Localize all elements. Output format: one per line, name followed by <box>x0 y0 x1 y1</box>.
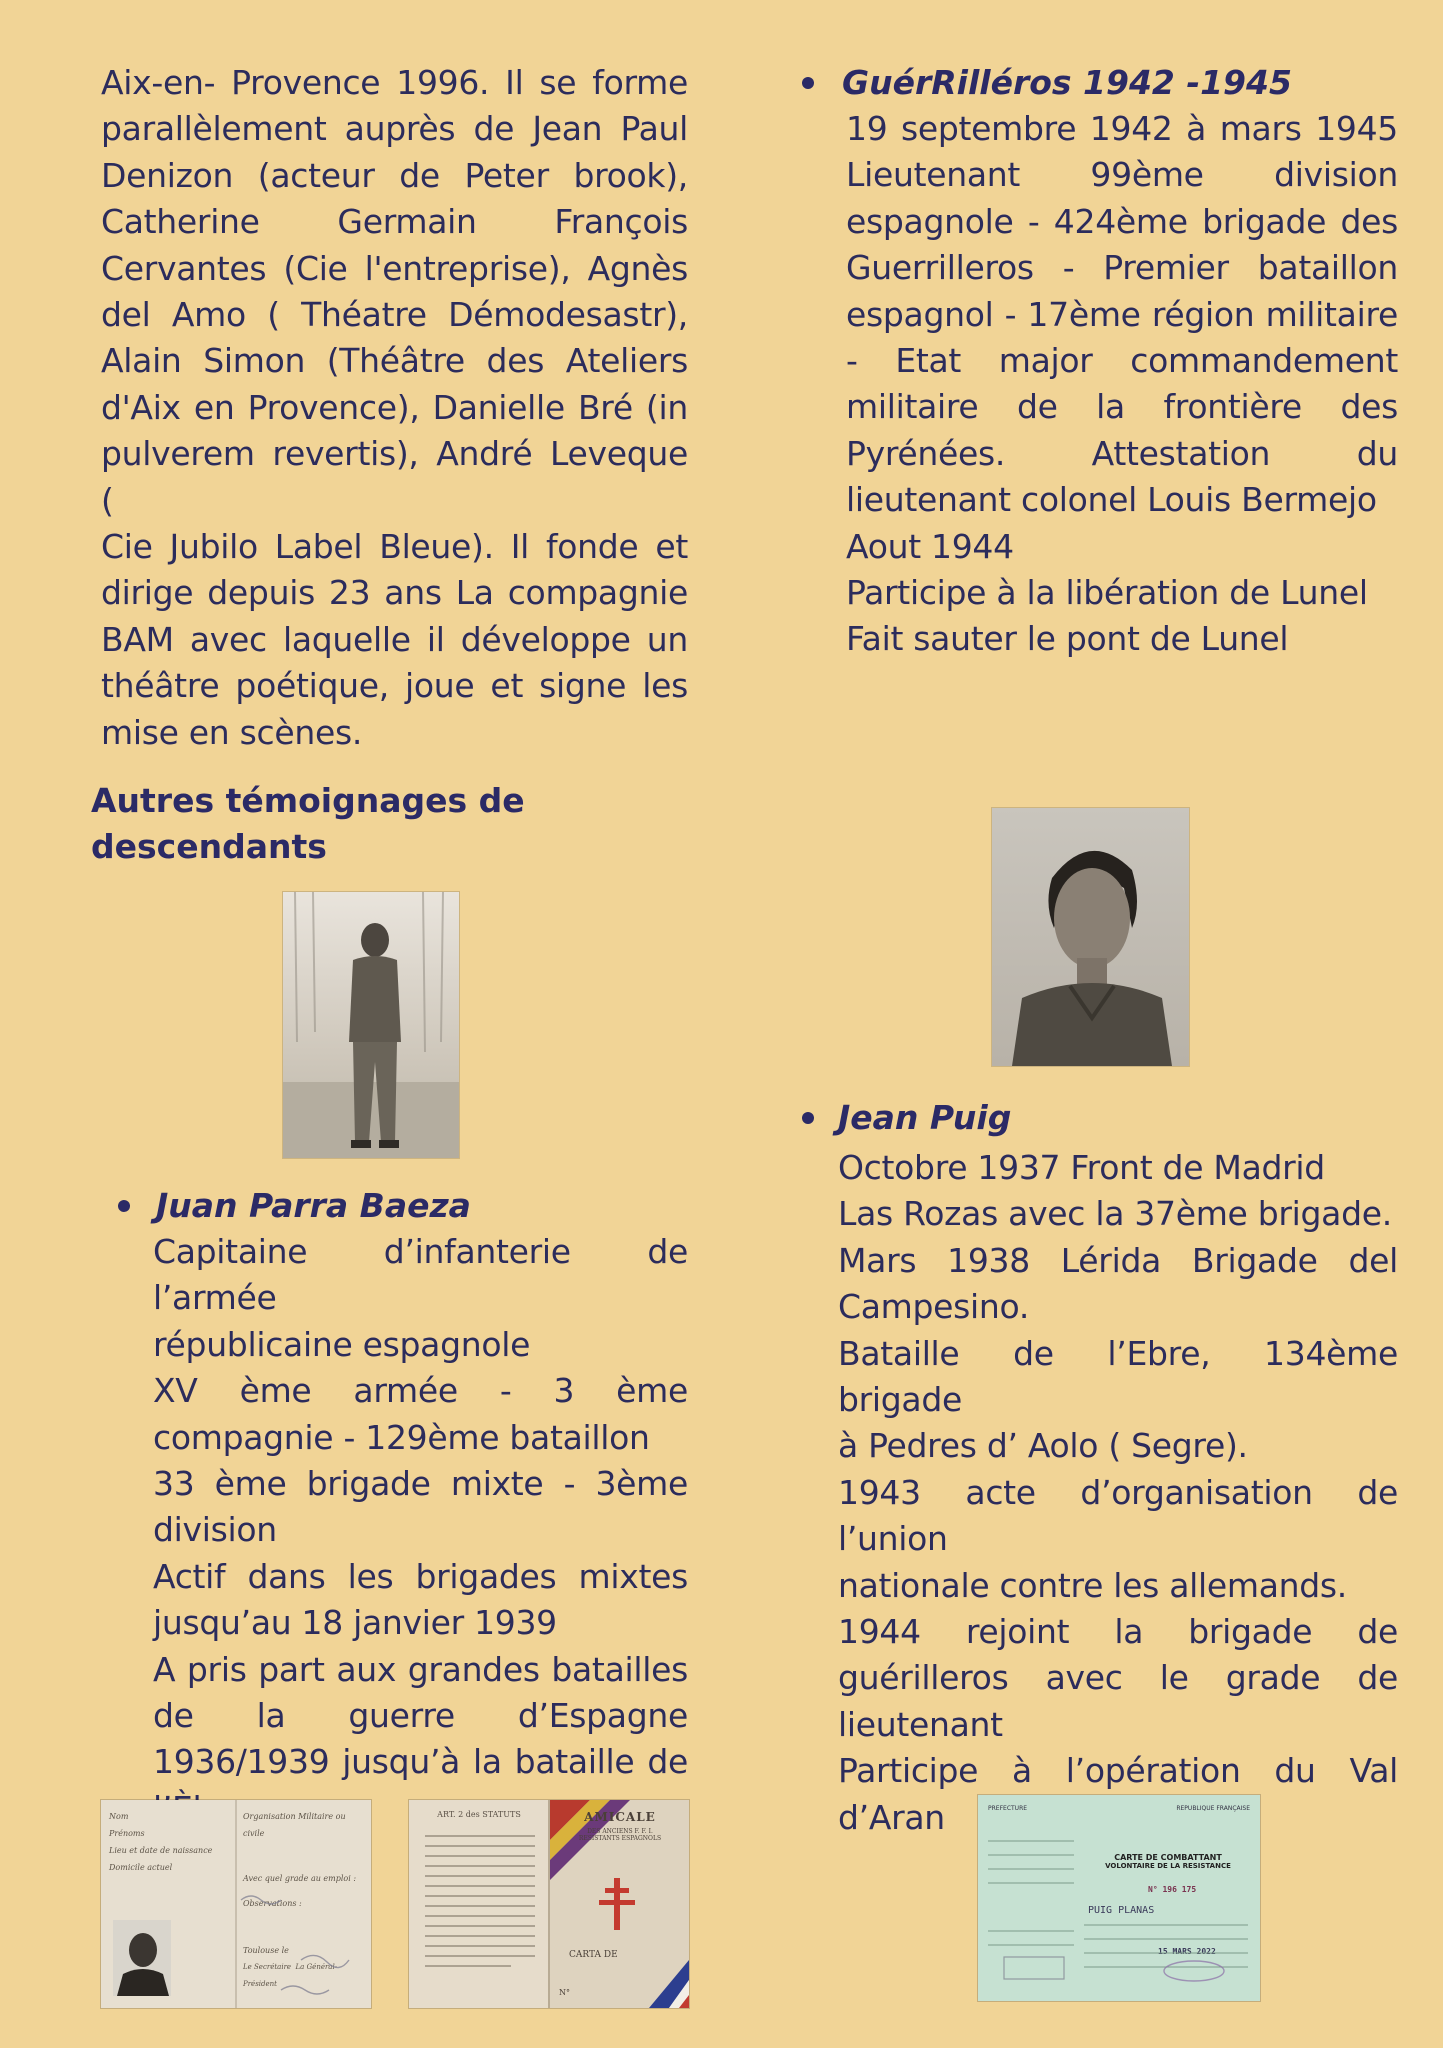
text-line: Denizon (acteur de Peter brook), <box>101 155 688 195</box>
card-number: N° 196 175 <box>1148 1885 1197 1894</box>
booklet-statuts-text <box>421 1828 539 1998</box>
id-row-domicile: Domicile actuel <box>109 1863 173 1872</box>
text-line: Lieutenant 99ème division <box>846 155 1398 195</box>
juan-parra-paragraph <box>153 1229 688 1832</box>
card-title-1: CARTE DE COMBATTANT <box>1114 1853 1222 1862</box>
combatant-card-scan <box>978 1795 1260 2001</box>
text-line: espagnole - 424ème brigade des <box>846 201 1398 241</box>
id-secretaire: Le Secrétaire <box>243 1963 292 1971</box>
card-date: 15 MARS 2022 <box>1158 1947 1216 1956</box>
id-row-nom: Nom <box>109 1812 129 1821</box>
id-toulouse: Toulouse le <box>243 1946 289 1955</box>
text-line: Alain Simon (Théâtre des Ateliers <box>101 341 688 381</box>
id-president: La Général-Président <box>243 1963 338 1988</box>
text-line: à Pedres d’ Aolo ( Segre). <box>838 1426 1248 1466</box>
text-line: Aix-en- Provence 1996. Il se forme <box>101 63 688 102</box>
text-line: d'Aix en Provence), Danielle Bré (in <box>101 387 688 427</box>
booklet-carta: CARTA DE <box>569 1950 618 1960</box>
text-line: Cie Jubilo Label Bleue). Il fonde et <box>101 527 688 567</box>
id-observations: Observations : <box>243 1899 302 1908</box>
booklet-num: N° <box>559 1988 570 1997</box>
booklet-sub1: DES ANCIENS F. F. I. <box>587 1828 653 1835</box>
id-grade: Avec quel grade au emploi : <box>243 1874 357 1883</box>
text-line: Participe à la libération de Lunel <box>846 573 1368 613</box>
amicale-booklet-scan <box>409 1800 689 2008</box>
text-line: del Amo ( Théatre Démodesastr), <box>101 295 688 335</box>
text-line: Participe à l’opération du Val <box>838 1751 1398 1791</box>
text-line: Actif dans les brigades mixtes <box>153 1556 688 1596</box>
text-line: lieutenant <box>838 1704 1003 1744</box>
text-line: Bataille de l’Ebre, 134ème brigade <box>838 1333 1398 1420</box>
text-line: de la guerre d’Espagne <box>153 1696 688 1736</box>
text-line: théâtre poétique, joue et signe les <box>101 666 688 706</box>
text-line: d’Aran <box>838 1797 945 1837</box>
bullet-dot <box>802 1112 814 1124</box>
text-line: nationale contre les allemands. <box>838 1565 1347 1605</box>
juan-parra-name: Juan Parra Baeza <box>156 1186 471 1225</box>
text-line: Catherine Germain François <box>101 202 688 242</box>
text-line: espagnol - 17ème région militaire <box>846 294 1398 334</box>
id-portrait-photo <box>113 1920 171 1996</box>
text-line: pulverem revertis), André Leveque ( <box>101 434 688 520</box>
guerrilleros-title: GuérRilléros 1942 -1945 <box>842 63 1292 102</box>
jean-puig-photo <box>992 808 1189 1066</box>
text-line: Capitaine d’infanterie de l’armée <box>153 1232 688 1318</box>
text-line: XV ème armée - 3 ème <box>153 1371 688 1411</box>
jean-puig-paragraph <box>838 1145 1398 1841</box>
text-line: parallèlement auprès de Jean Paul <box>101 109 688 149</box>
text-line: Cervantes (Cie l'entreprise), Agnès <box>101 248 688 288</box>
text-line: 1943 acte d’organisation de l’union <box>838 1472 1398 1559</box>
text-line: Las Rozas avec la 37ème brigade. <box>838 1194 1392 1234</box>
text-line: mise en scènes. <box>101 712 363 752</box>
section-heading: Autres témoignages de descendants <box>91 781 525 866</box>
jean-puig-name: Jean Puig <box>838 1098 1012 1137</box>
booklet-amicale-title: AMICALE <box>584 1810 656 1824</box>
text-line: 1936/1939 jusqu’à la bataille de <box>153 1742 688 1782</box>
guerrilleros-paragraph <box>846 106 1398 663</box>
card-holder: PUIG PLANAS <box>1088 1905 1155 1916</box>
text-line: Octobre 1937 Front de Madrid <box>838 1148 1325 1187</box>
text-line: Guerrilleros - Premier bataillon <box>846 248 1398 288</box>
cross-of-lorraine-icon <box>597 1878 637 1930</box>
text-line: dirige depuis 23 ans La compagnie <box>101 573 688 613</box>
left-top-paragraph <box>101 60 688 756</box>
card-lines <box>984 1821 1254 1997</box>
text-line: Pyrénées. Attestation du <box>846 433 1398 473</box>
text-line: A pris part aux grandes batailles <box>153 1649 688 1689</box>
text-line: jusqu’au 18 janvier 1939 <box>153 1603 557 1643</box>
text-line: Mars 1938 Lérida Brigade del <box>838 1240 1398 1280</box>
text-line: compagnie - 129ème bataillon <box>153 1417 650 1457</box>
text-line: militaire de la frontière des <box>846 387 1398 427</box>
military-id-card-scan <box>101 1800 371 2008</box>
booklet-statuts-title: ART. 2 des STATUTS <box>437 1810 521 1819</box>
text-line: - Etat major commandement <box>846 341 1398 381</box>
card-prefecture: PREFECTURE <box>988 1805 1028 1812</box>
id-row-lieu: Lieu et date de naissance <box>109 1846 213 1855</box>
text-line: 19 septembre 1942 à mars 1945 <box>846 109 1398 148</box>
bullet-dot <box>118 1200 130 1212</box>
text-line: Aout 1944 <box>846 526 1014 566</box>
text-line: division <box>153 1510 277 1550</box>
bullet-dot <box>802 77 814 89</box>
juan-parra-photo <box>283 892 459 1158</box>
id-org: Organisation Militaire ou civile <box>243 1812 346 1838</box>
text-line: lieutenant colonel Louis Bermejo <box>846 480 1377 520</box>
text-line: Campesino. <box>838 1287 1030 1327</box>
text-line: 1944 rejoint la brigade de <box>838 1612 1398 1652</box>
booklet-sub2: RESISTANTS ESPAGNOLS <box>578 1835 662 1842</box>
id-row-prenoms: Prénoms <box>109 1829 145 1838</box>
text-line: guérilleros avec le grade de <box>838 1658 1398 1698</box>
text-line: républicaine espagnole <box>153 1324 531 1364</box>
card-title-2: VOLONTAIRE DE LA RESISTANCE <box>1105 1862 1231 1870</box>
text-line: Fait sauter le pont de Lunel <box>846 619 1289 659</box>
id-handwriting <box>181 1880 367 2004</box>
text-line: BAM avec laquelle il développe un <box>101 619 688 659</box>
card-republique: REPUBLIQUE FRANÇAISE <box>1176 1805 1250 1812</box>
text-line: 33 ème brigade mixte - 3ème <box>153 1464 688 1504</box>
